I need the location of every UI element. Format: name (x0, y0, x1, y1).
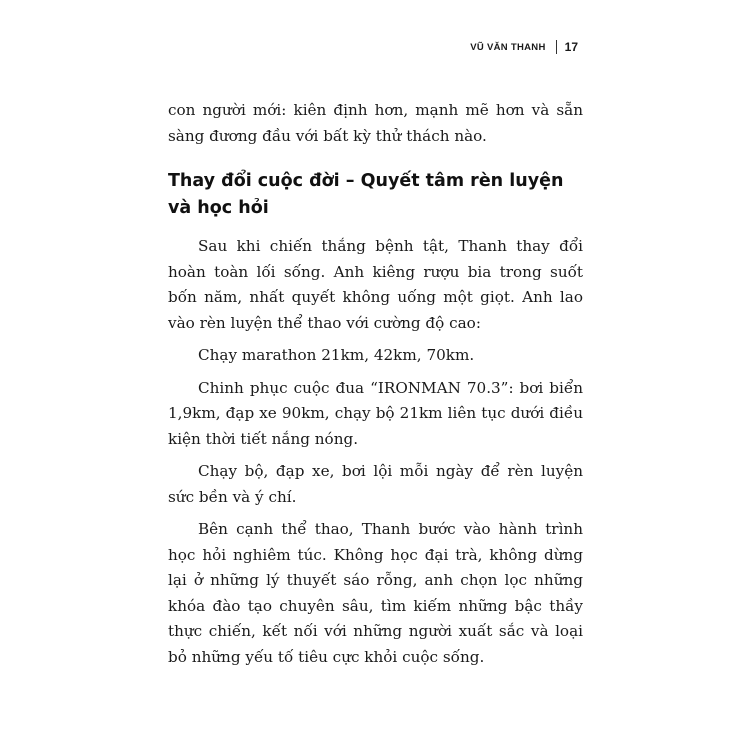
header-author: VŨ VĂN THANH (470, 41, 546, 53)
paragraph-learning-journey: Bên cạnh thể thao, Thanh bước vào hành trình học hỏi nghiêm túc. Không học đại trà, không dừng lại ở những lý thuyết sáo rỗng, anh chọn lọc những khóa đào tạo chuyên sâu, tìm kiếm những bậc thầy thực chiến, kết nối với những người xuất sắc và loại bỏ những yếu tố tiêu cực khỏi cuộc sống. (168, 520, 583, 666)
section-heading: Thay đổi cuộc đời – Quyết tâm rèn luyện và học hỏi (168, 171, 564, 218)
paragraph-marathon: Chạy marathon 21km, 42km, 70km. (198, 346, 475, 364)
running-header (470, 40, 578, 54)
continuation-text-block (168, 98, 583, 149)
page-number: 17 (564, 40, 578, 54)
continuation-paragraph: con người mới: kiên định hơn, mạnh mẽ hơn và sẵn sàng đương đầu với bất kỳ thử thách nào. (168, 101, 583, 145)
paragraph-daily-training: Chạy bộ, đạp xe, bơi lội mỗi ngày để rèn luyện sức bền và ý chí. (168, 462, 583, 506)
header-divider (556, 40, 557, 54)
paragraph-ironman: Chinh phục cuộc đua “IRONMAN 70.3”: bơi biển 1,9km, đạp xe 90km, chạy bộ 21km liên tục dưới điều kiện thời tiết nắng nóng. (168, 378, 583, 448)
section-body (168, 234, 583, 677)
paragraph-lifestyle-change: Sau khi chiến thắng bệnh tật, Thanh thay đổi hoàn toàn lối sống. Anh kiêng rượu bia trong suốt bốn năm, nhất quyết không uống một giọt. Anh lao vào rèn luyện thể thao với cường độ cao: (168, 237, 583, 332)
